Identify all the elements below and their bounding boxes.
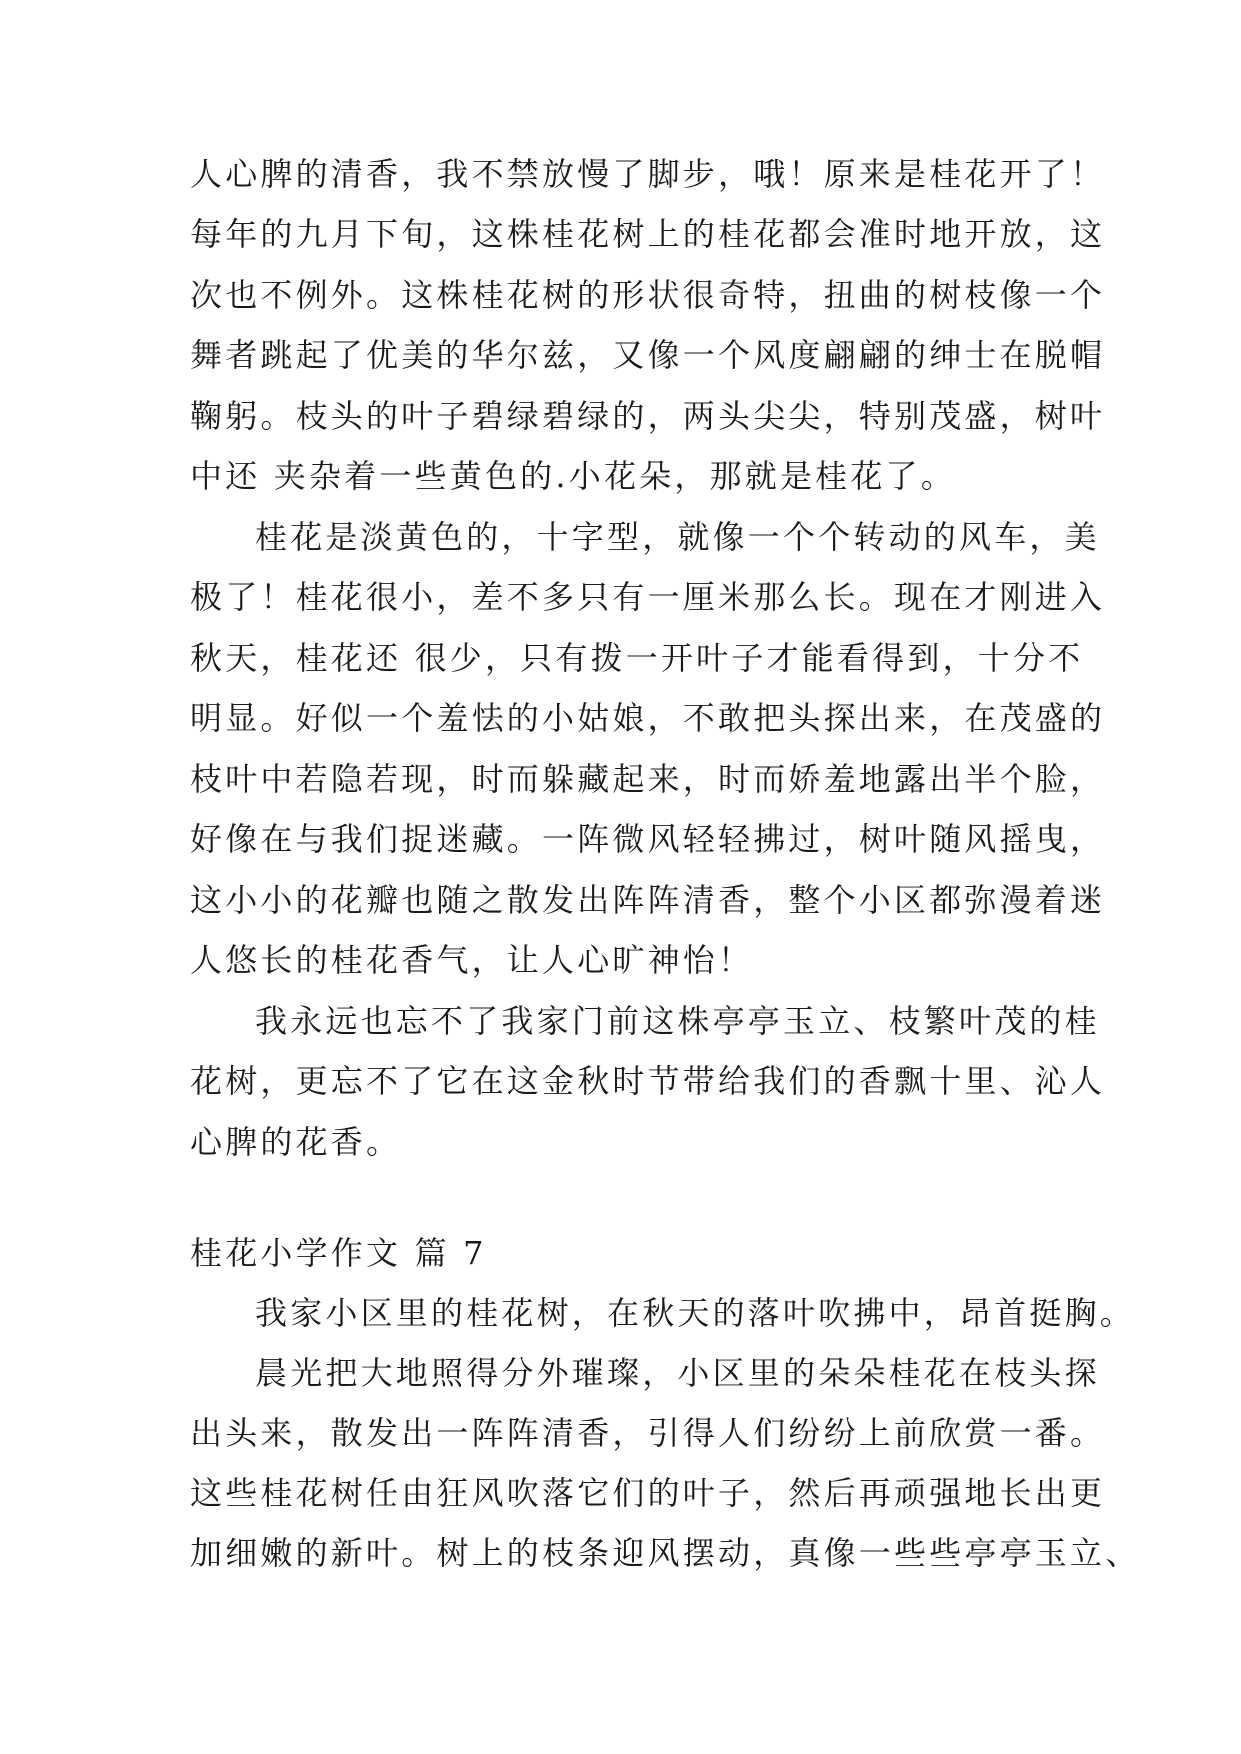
text-line: 次也不例外。这株桂花树的形状很奇特，扭曲的树枝像一个 (190, 276, 1106, 314)
text-line: 这小小的花瓣也随之散发出阵阵清香，整个小区都弥漫着迷 (190, 881, 1106, 919)
text-line: 极了！桂花很小，差不多只有一厘米那么长。现在才刚进入 (190, 578, 1106, 616)
paragraph-start: 晨光把大地照得分外璀璨，小区里的朵朵桂花在枝头探 (255, 1354, 1100, 1392)
text-line: 出头来，散发出一阵阵清香，引得人们纷纷上前欣赏一番。 (190, 1414, 1106, 1452)
text-line: 加细嫩的新叶。树上的枝条迎风摆动，真像一些些亭亭玉立、 (190, 1534, 1141, 1572)
text-line: 人心脾的清香，我不禁放慢了脚步，哦！原来是桂花开了！ (190, 155, 1106, 193)
text-line: 这些桂花树任由狂风吹落它们的叶子，然后再顽强地长出更 (190, 1474, 1106, 1512)
section-heading: 桂花小学作文 篇 7 (190, 1234, 487, 1272)
text-line: 枝叶中若隐若现，时而躲藏起来，时而娇羞地露出半个脸， (190, 760, 1106, 798)
paragraph-start: 我永远也忘不了我家门前这株亭亭玉立、枝繁叶茂的桂 (255, 1002, 1100, 1040)
text-line: 明显。好似一个羞怯的小姑娘，不敢把头探出来，在茂盛的 (190, 699, 1106, 737)
text-line: 心脾的花香。 (190, 1123, 402, 1161)
text-line: 鞠躬。枝头的叶子碧绿碧绿的，两头尖尖，特别茂盛，树叶 (190, 397, 1106, 435)
text-line: 秋天，桂花还 很少，只有拨一开叶子才能看得到，十分不 (190, 639, 1084, 677)
text-line: 中还 夹杂着一些黄色的.小花朵，那就是桂花了。 (190, 457, 956, 495)
text-line: 每年的九月下旬，这株桂花树上的桂花都会准时地开放，这 (190, 215, 1106, 253)
text-line: 人悠长的桂花香气，让人心旷神怡！ (190, 941, 754, 979)
text-line: 舞者跳起了优美的华尔兹，又像一个风度翩翩的绅士在脱帽 (190, 336, 1106, 374)
paragraph-start: 我家小区里的桂花树，在秋天的落叶吹拂中，昂首挺胸。 (255, 1294, 1136, 1332)
text-line: 花树，更忘不了它在这金秋时节带给我们的香飘十里、沁人 (190, 1062, 1106, 1100)
text-line: 好像在与我们捉迷藏。一阵微风轻轻拂过，树叶随风摇曳， (190, 820, 1106, 858)
paragraph-start: 桂花是淡黄色的，十字型，就像一个个转动的风车，美 (255, 518, 1100, 556)
